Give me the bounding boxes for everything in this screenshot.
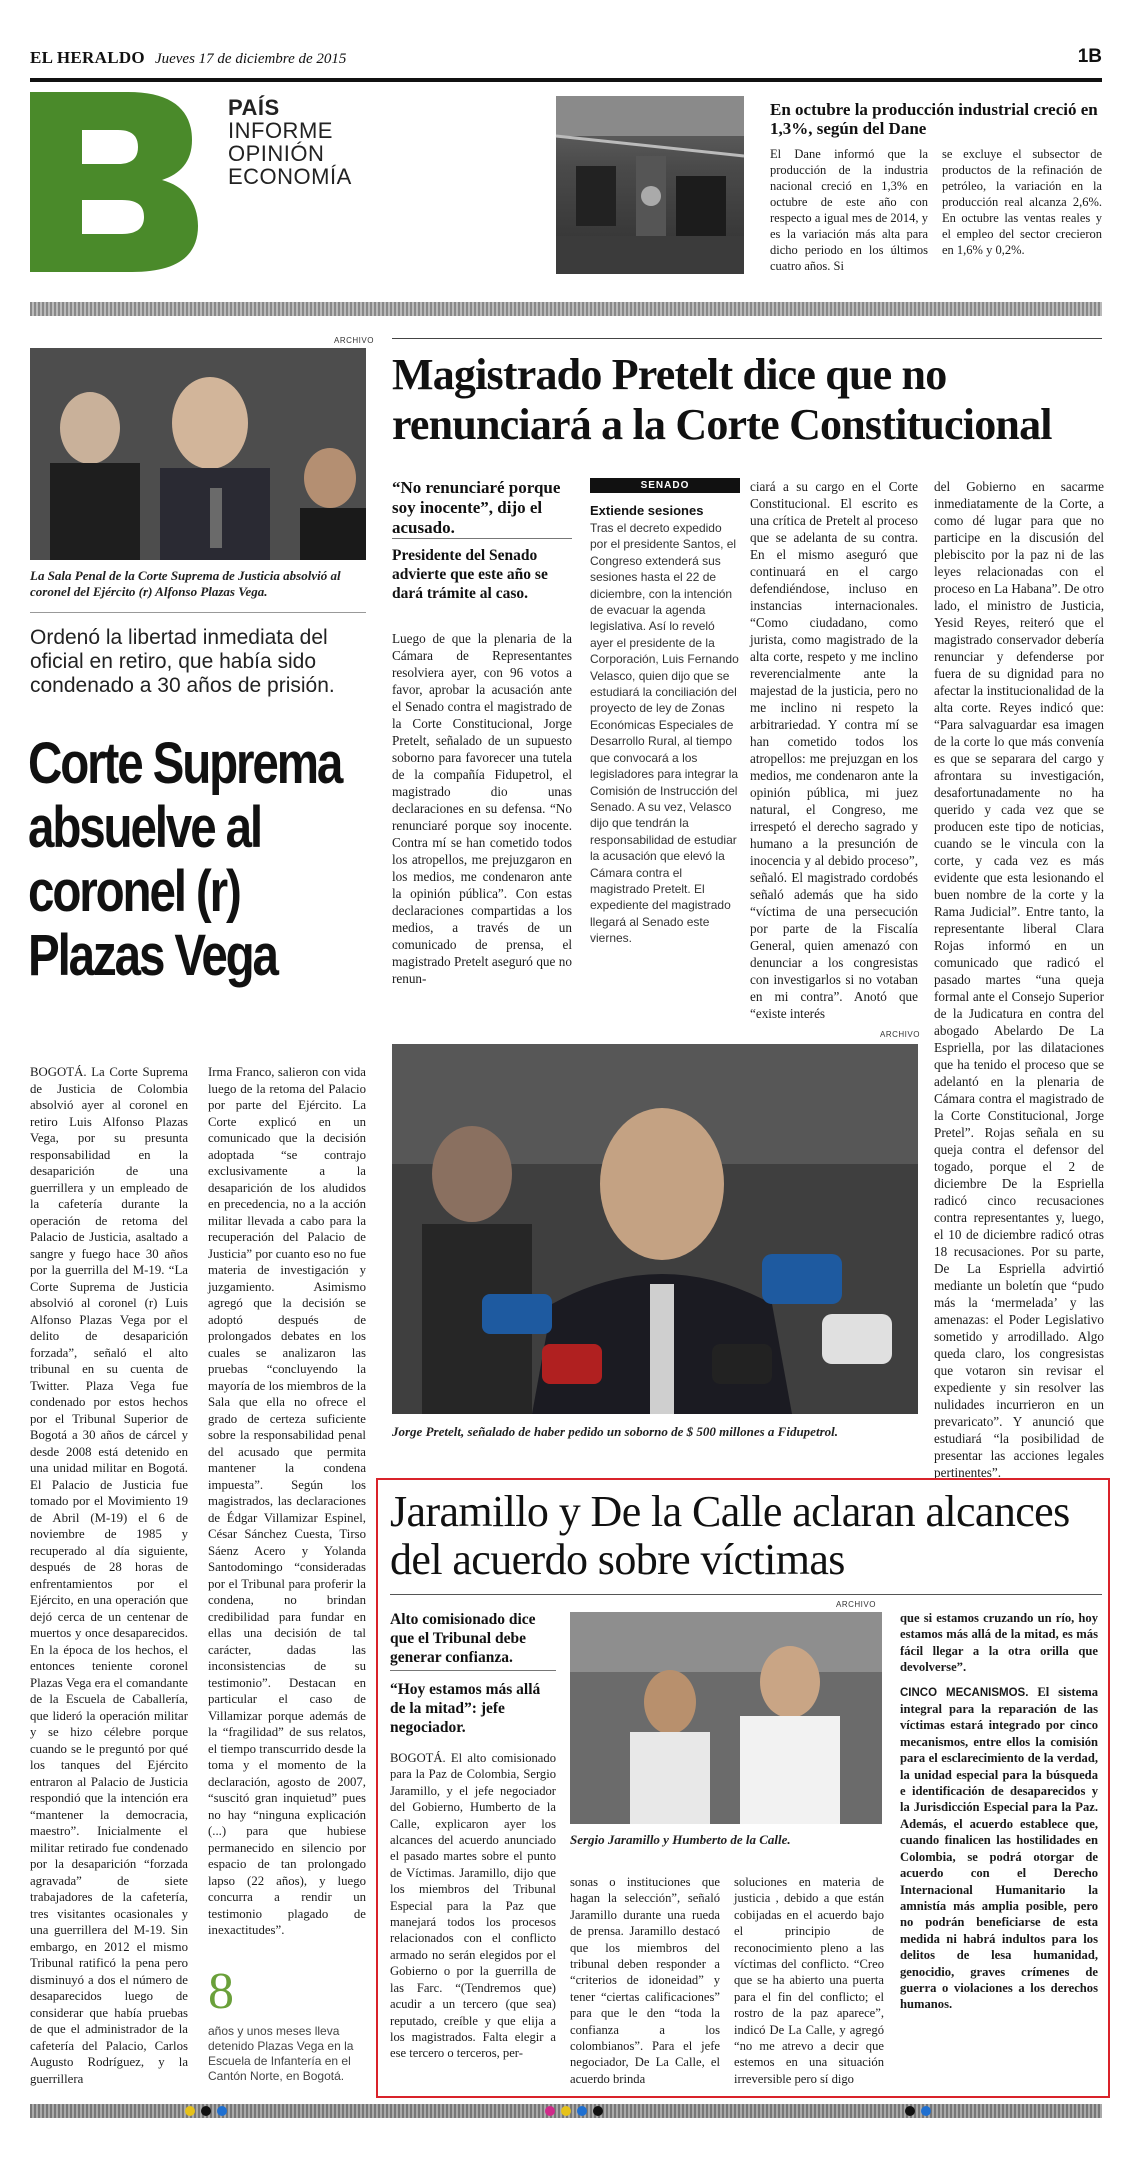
masthead [30, 48, 1102, 72]
senado-box-label: SENADO [590, 478, 740, 493]
section-divider-bar [30, 302, 1102, 316]
section-letter-b [30, 92, 198, 272]
jaramillo-photo-credit: ARCHIVO [836, 1600, 876, 1609]
plazas-photo-caption: La Sala Penal de la Corte Suprema de Justicia absolvió al coronel del Ejército (r) Alfonso Plazas Vega. [30, 568, 341, 599]
bottom-registration-bar [30, 2104, 1102, 2118]
pretelt-photo [392, 1044, 918, 1414]
jaramillo-headline-rule [390, 1594, 1102, 1595]
pretelt-quote: “No renunciaré porque soy inocente”, dijo el acusado. [392, 478, 561, 537]
pretelt-headline: Magistrado Pretelt dice que no renunciará a la Corte Constitucional [392, 350, 1052, 449]
pretelt-kicker-rule [392, 538, 572, 539]
pretelt-photo-credit: ARCHIVO [880, 1030, 920, 1039]
jaramillo-photo-caption: Sergio Jaramillo y Humberto de la Calle. [570, 1832, 791, 1847]
pretelt-col-1: Luego de que la plenaria de la Cámara de Representantes resolviera ayer, con 96 votos a favor, aprobar la acusación ante el Senado contra el magistrado de la Corte Constitucional, Jorge Pretelt, señalado de un supuesto soborno para favorecer una tutela de la compañía Fidupetrol, el magistrado dio unas declaraciones en su defensa. “No renunciaré porque soy inocente. Contra mí se han cometido todos los atropellos, me prejuzgaron en los medios, me condenaron ante la opinión pública”. Con estas declaraciones compartidas a los medios, a través de un comunicado de prensa, el magistrado Pretelt aseguró que no renun- [392, 631, 572, 986]
jaramillo-subhead: CINCO MECANISMOS. [900, 1686, 1029, 1699]
pretelt-col-4: del Gobierno en sacarme inmediatamente de la Corte, a como dé lugar para que no participe en la discusión del plebiscito por la paz ni de las leyes relacionadas con el proceso en La Habana”. De otro lado, el ministro de Justicia, Yesid Reyes, reiteró que el magistrado conservador debería renunciar y defenderse por fuera de su dignidad para no afectar la institucionalidad de la alta corte. Reyes indicó que: “Para salvaguardar esa imagen de la corte lo que más convenía es que se separara del cargo y afrontara su investigación, desafortunadamente no ha querido y cada vez que se producen este tipo de noticias, cuando se le vincula con la corte, y cada vez es más evidente que esta lesionando el buen nombre de la corte y la Rama Judicial”. Entre tanto, la representante liberal Clara Rojas informó en un comunicado que radicó el pasado martes “una queja formal ante el Consejo Superior de la Judicatura en contra del abogado Abelardo De La Espriella, por las dilataciones que ha tenido el proceso que se adelantó en la plenaria de Cámara contra el magistrado de la Corte Constitucional, Jorge Pretel”. Rojas señala en su queja contra el defensor del togado, porque el 2 de diciembre De la Espriella radicó cinco recusaciones contra representantes y, luego, el 10 de diciembre radicó otras 18 recusaciones. Por su parte, De La Espriella advirtió mediante un boletín que “pudo más la ‘mermelada’ y las amenazas: el Poder Legislativo sometido y arrodillado. Algo queda claro, los congresistas que votaron sin revisar el expediente y sin resolver las nulidades incurrieron en un prevaricato”. Y anunció que estudiará “la posibilidad de presentar las acciones legales pertinentes”. [934, 479, 1104, 1480]
senado-box-text: Tras el decreto expedido por el presidente Santos, el Congreso extenderá sus sesiones hasta el 22 de diciembre, con la intención de evacuar la agenda legislativa. Así lo reveló ayer el presidente de la Corporación, Luis Fernando Velasco, quien dijo que se estudiará la conciliación del proyecto de ley de Zonas Económicas Especiales de Desarrollo Rural, al tiempo que convocará a los legisladores para integrar la Comisión de Instrucción del Senado. A su vez, Velasco dijo que tendrán la responsabilidad de estudiar la acusación que elevó la Cámara contra el magistrado Pretelt. El expediente del magistrado llegará al Senado este viernes. [590, 521, 739, 946]
section-nav [228, 96, 408, 188]
plazas-col-2: Irma Franco, salieron con vida luego de la retoma del Palacio por parte del Ejército. La Corte explicó en un comunicado que la decisión adoptada “se contrajo exclusivamente a la desaparición de los aludidos en precedencia, no a la acción militar llevada a cabo para la recuperación del Palacio de Justicia” por cuanto eso no fue materia de investigación y juzgamiento. Asimismo agregó que la decisión se adoptó después de prolongados debates en los cuales se analizaron las pruebas “concluyendo la mayoría de los miembros de la Sala que ella no ofrece el grado de certeza suficiente sobre la responsabilidad penal del acusado que permita mantener la condena impuesta”. Según los magistrados, las declaraciones de Édgar Villamizar Espinel, César Sánchez Cuesta, Tirso Sáenz Acero y Yolanda Santodomingo “consideradas por el Tribunal para proferir la condena, no brindan credibilidad para fundar en ellas una decisión de tal carácter, dadas las inconsistencias de su testimonio”. Destacan en particular el caso de Villamizar porque además de la “fragilidad” de sus relatos, el tiempo transcurrido desde la toma y el momento de la declaración, agosto de 2007, “suscitó gran inquietud” pues no hay “ninguna explicación (...) para que hubiese permanecido en silencio por espacio de tan prolongado lapso (22 años), y luego concurra a rendir un testimonio plagado de inexactitudes”. [208, 1065, 366, 1937]
plazas-subhead: Ordenó la libertad inmediata del oficial en retiro, que había sido condenado a 30 años de prisión. [30, 626, 335, 697]
pretelt-col-3: ciará a su cargo en el Corte Constitucional. El escrito es una crítica de Pretelt al proceso que se adelanta de su contra. En el mismo aseguró que continuará en el cargo defendiéndose, incluso en instancias internacionales. “Como ciudadano, como jurista, como magistrado de la alta corte, respeto y me inclino reverencialmente ante la majestad de la justicia, pero no me inclino ni respeto la arbitrariedad. Y contra mí se han cometido todos los atropellos: me prejuzgan en los medios, me condenaron ante la opinión pública, mi juez natural, el Congreso, me irrespetó el derecho sagrado y humano a la presunción de inocencia y al debido proceso”, señaló. El magistrado cordobés señaló además que ha sido “víctima de una persecución por parte de la Fiscalía General, quien amenazó con denunciar a los congresistas con investigarlos si no votaban en mi contra”. Anotó que “existe interés [750, 479, 918, 1021]
pretelt-summary: Presidente del Senado advierte que este año se dará trámite al caso. [392, 547, 548, 602]
jaramillo-col-2: sonas o instituciones que hagan la selección”, señaló Jaramillo durante una rueda de prensa. Jaramillo destacó que los miembros del tribunal deben responder a “criterios de idoneidad” y tener “ciertas calificaciones” para que le den “toda la confianza a los colombianos”. Para el jefe negociador, De La Calle, el acuerdo brinda [570, 1875, 720, 2086]
plazas-photo-credit: ARCHIVO [334, 336, 374, 345]
jaramillo-kicker-rule [390, 1670, 556, 1671]
senado-box-title: Extiende sesiones [590, 503, 704, 518]
jaramillo-col-3: soluciones en materia de justicia , debido a que están cobijadas en el acuerdo bajo el principio de reconocimiento pleno a las víctimas del conflicto. “Creo que se ha abierto una puerta para el fin del conflicto; el rostro de la paz aparece”, indicó De La Calle, y agregó “no me atrevo a decir que estemos en una situación irreversible pero sí digo [734, 1875, 884, 2086]
jaramillo-photo [570, 1612, 882, 1824]
teaser-col-2: se excluye el subsector de productos de la refinación de petróleo, la variación en la producción real alcanza 2,6%. En octubre las ventas reales y el empleo del sector crecieron en 1,6% y 0,2%. [942, 147, 1102, 257]
issue-date: Jueves 17 de diciembre de 2015 [154, 51, 347, 67]
factory-photo [556, 96, 744, 274]
plazas-headline: Corte Suprema absuelve al coronel (r) Plazas Vega [28, 731, 342, 988]
pretelt-top-rule [392, 338, 1102, 339]
plazas-photo [30, 348, 366, 560]
plazas-stat-number: 8 [208, 1963, 234, 2020]
section-item-opinion: OPINIÓN [228, 141, 325, 166]
paper-name: EL HERALDO [30, 48, 145, 67]
section-item-economia: ECONOMÍA [228, 164, 352, 189]
jaramillo-col-1: BOGOTÁ. El alto comisionado para la Paz de Colombia, Sergio Jaramillo, y el jefe negociador del Gobierno, Humberto de la Calle, explicaron ayer los alcances del acuerdo anunciado el pasado martes sobre el punto de Víctimas. Jaramillo, dijo que los miembros del Tribunal Especial para la Paz que manejará todos los procesos relacionados con el conflicto armado no serán elegidos por el Gobierno o por la guerrilla de las Farc. “(Tendremos que) acudir a un tercero (que sea) reputado, creíble y que elija a los magistrados. Falta elegir a ese tercero o terceros, per- [390, 1751, 556, 2061]
jaramillo-col-4 [900, 1610, 1098, 2090]
plazas-caption-rule [30, 612, 366, 613]
teaser-col-1: El Dane informó que la producción de la industria nacional creció en 1,3% en octubre de este año con respecto a igual mes de 2014, y es la variación más alta para dicho periodo en los últimos cuatro años. Si [770, 147, 928, 273]
senado-box [590, 478, 740, 998]
jaramillo-headline: Jaramillo y De la Calle aclaran alcances del acuerdo sobre víctimas [390, 1487, 1070, 1584]
plazas-col-1: BOGOTÁ. La Corte Suprema de Justicia de Colombia absolvió ayer al coronel en retiro Luis Alfonso Plazas Vega, por su presunta responsabilidad en la desaparición de una guerrillera y un empleado de la cafetería durante la operación de retoma del Palacio de Justicia, asaltado a sangre y fuego hace 30 años por la guerrilla del M-19. “La Corte Suprema de Justicia absolvió al coronel (r) Luis Alfonso Plazas Vega por el delito de desaparición forzada”, señaló el alto tribunal en su cuenta de Twitter. Plaza Vega fue condenado por estos hechos por el Tribunal Superior de Bogotá a 30 años de cárcel y desde 2008 está detenido en una unidad militar en Bogotá. El Palacio de Justicia fue tomado por el Movimiento 19 de Abril (M-19) el 6 de noviembre de 1985 y recuperado al día siguiente, después de 28 horas de enfrentamientos por el Ejército, en una operación que dejó cerca de un centenar de muertos y once desaparecidos. En la época de los hechos, el entonces teniente coronel Plazas Vega era el comandante de la Escuela de Caballería, que lideró la operación militar y se hizo célebre porque cuando se le preguntó por qué los tanques del Ejército entraron al Palacio de Justicia respondió que la intención era “mantener la democracia, maestro”. Inicialmente el militar retirado fue condenado por la desaparición “forzada agravada” de siete trabajadores de la cafetería, tres visitantes ocasionales y una guerrillera del M-19. Sin embargo, en 2012 el mismo Tribunal ratificó la pena pero disminuyó a dos el número de desaparecidos luego de considerar que había pruebas de que el administrador de la cafetería del Palacio, Carlos Augusto Rodríguez, y la guerrillera [30, 1065, 188, 2086]
section-item-informe: INFORME [228, 118, 333, 143]
plazas-stat-text: años y unos meses lleva detenido Plazas Vega en la Escuela de Infantería en el Cantón Norte, en Bogotá. [208, 2024, 354, 2083]
section-logo [30, 92, 198, 272]
jaramillo-kicker-2: “Hoy estamos más allá de la mitad”: jefe negociador. [390, 1681, 541, 1736]
jaramillo-kicker-1: Alto comisionado dice que el Tribunal debe generar confianza. [390, 1611, 536, 1666]
jaramillo-col-4-body: El sistema integral para la reparación de las víctimas estará integrado por cinco mecanismos, entre ellos la comisión para el esclarecimiento de la verdad, la unidad especial para la búsqueda e identificación de desaparecidos y la Jurisdicción Especial para la Paz. Además, el acuerdo establece que, cuando finalicen las hostilidades en Colombia, se podrá otorgar de acuerdo con el Derecho Internacional Humanitario la amnistía más amplia posible, pero no podrán beneficiarse de esta medida ni habrá indultos para los delitos de lesa humanidad, genocidio, graves crímenes de guerra o violaciones a los derechos humanos. [900, 1684, 1098, 2012]
page-number: 1B [1077, 46, 1102, 67]
pretelt-photo-caption: Jorge Pretelt, señalado de haber pedido un soborno de $ 500 millones a Fidupetrol. [392, 1424, 838, 1439]
section-item-pais: PAÍS [228, 95, 280, 120]
masthead-rule [30, 78, 1102, 82]
jaramillo-col-4-lead: que si estamos cruzando un río, hoy estamos más allá de la mitad, es más fácil llegar a la otra orilla que devolverse”. [900, 1611, 1098, 1675]
teaser-headline: En octubre la producción industrial creció en 1,3%, según del Dane [770, 100, 1098, 138]
